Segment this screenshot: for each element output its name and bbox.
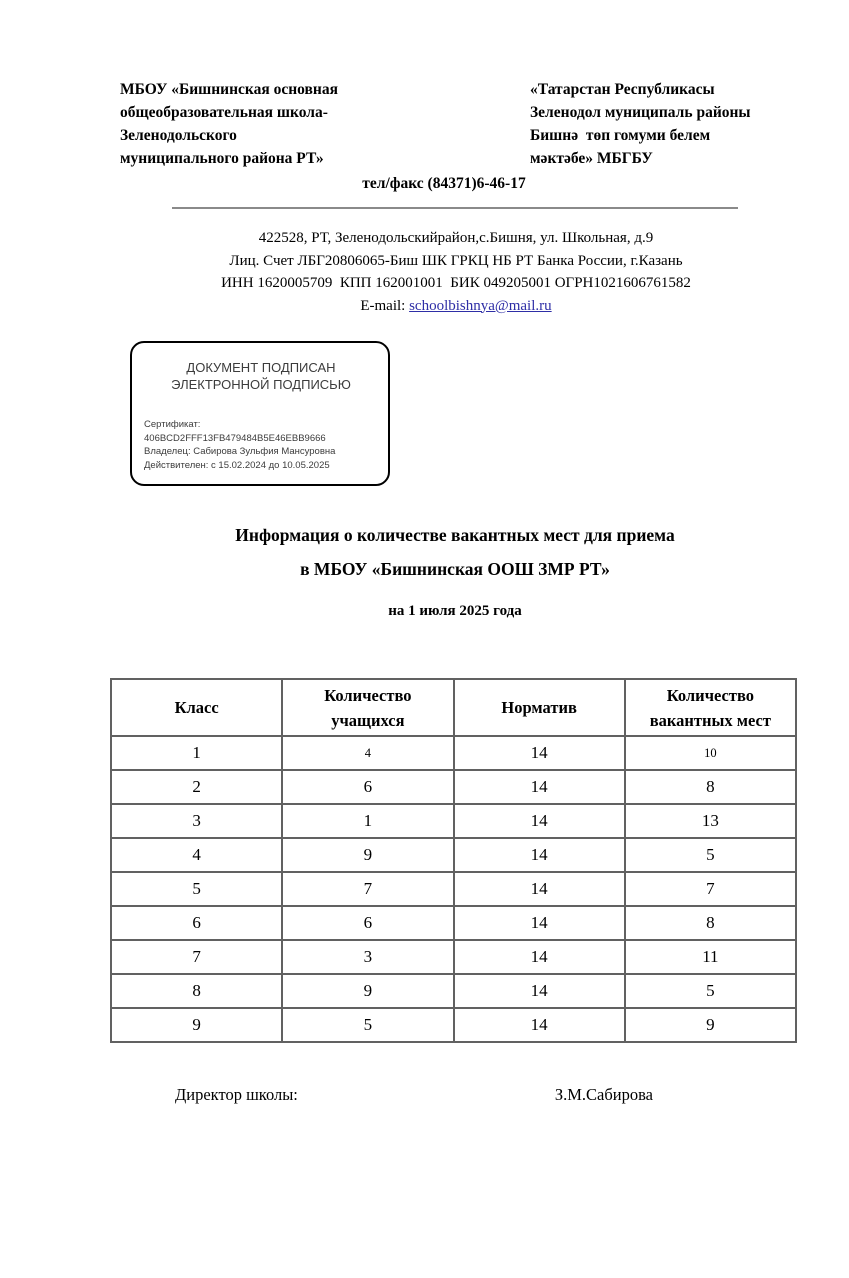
document-title: [115, 518, 795, 586]
table-cell: 4: [111, 838, 282, 872]
vacancy-table: [110, 678, 797, 1043]
table-row: [111, 872, 796, 906]
table-cell: 7: [282, 872, 453, 906]
org-name-russian: [120, 78, 530, 170]
phone-fax-line: тел/факс (84371)6-46-17: [362, 175, 526, 192]
table-cell: 8: [625, 770, 796, 804]
table-row: [111, 770, 796, 804]
director-label: Директор школы:: [175, 1085, 298, 1104]
email-label: E-mail:: [360, 297, 410, 314]
bank-account-line: Лиц. Счет ЛБГ20806065-Биш ШК ГРКЦ НБ РТ Банка России, г.Казань: [229, 252, 683, 269]
table-cell: 9: [282, 838, 453, 872]
table-cell: 14: [454, 906, 625, 940]
org-name-tatar: [530, 78, 768, 170]
table-cell: 8: [111, 974, 282, 1008]
horizontal-divider: [172, 207, 738, 209]
table-cell: 14: [454, 1008, 625, 1042]
column-header-class: Класс: [111, 679, 282, 736]
table-cell: 8: [625, 906, 796, 940]
address-line: 422528, РТ, Зеленодольскийрайон,с.Бишня, ул. Школьная, д.9: [258, 230, 654, 246]
column-header-vacant: Количество вакантных мест: [625, 679, 796, 736]
table-cell: 14: [454, 770, 625, 804]
column-header-norm: Норматив: [454, 679, 625, 736]
stamp-title-line: ДОКУМЕНТ ПОДПИСАН: [186, 360, 336, 375]
table-cell: 6: [282, 906, 453, 940]
org-line: общеобразовательная школа-: [120, 104, 328, 121]
table-row: [111, 838, 796, 872]
table-cell: 9: [111, 1008, 282, 1042]
table-cell: 5: [282, 1008, 453, 1042]
certificate-number: 406BCD2FFF13FB479484B5E46EBB9666: [144, 432, 326, 444]
document-date: на 1 июля 2025 года: [388, 603, 522, 619]
table-cell: 14: [454, 804, 625, 838]
table-cell: 10: [625, 736, 796, 770]
table-cell: 6: [111, 906, 282, 940]
certificate-label: Сертификат:: [144, 419, 201, 430]
table-cell: 13: [625, 804, 796, 838]
table-cell: 1: [111, 736, 282, 770]
email-link[interactable]: schoolbishnya@mail.ru: [409, 297, 552, 314]
table-cell: 5: [625, 974, 796, 1008]
table-row: [111, 736, 796, 770]
table-row: [111, 804, 796, 838]
table-cell: 11: [625, 940, 796, 974]
table-row: [111, 1008, 796, 1042]
document-title-line: в МБОУ «Бишнинская ООШ ЗМР РТ»: [300, 559, 610, 579]
table-header: [111, 679, 796, 736]
org-line: Бишнә төп гомуми белем: [530, 127, 711, 144]
table-cell: 7: [111, 940, 282, 974]
org-line: мәктәбе» МБГБУ: [530, 150, 653, 167]
table-row: [111, 906, 796, 940]
stamp-title-line: ЭЛЕКТРОННОЙ ПОДПИСЬЮ: [171, 377, 351, 392]
org-line: «Татарстан Республикасы: [530, 81, 715, 98]
table-cell: 5: [111, 872, 282, 906]
table-header-row: [111, 679, 796, 736]
table-cell: 6: [282, 770, 453, 804]
table-cell: 14: [454, 940, 625, 974]
table-row: [111, 974, 796, 1008]
table-cell: 14: [454, 838, 625, 872]
signature-block: [175, 1083, 653, 1107]
column-header-students: Количество учащихся: [282, 679, 453, 736]
certificate-owner: Владелец: Сабирова Зульфия Мансуровна: [144, 446, 336, 457]
registration-codes-line: ИНН 1620005709 КПП 162001001 БИК 049205001 ОГРН1021606761582: [221, 275, 691, 291]
table-body: [111, 736, 796, 1042]
table-cell: 14: [454, 872, 625, 906]
stamp-title: [144, 359, 378, 393]
document-page: [0, 78, 849, 1278]
org-line: МБОУ «Бишнинская основная: [120, 81, 338, 98]
table-cell: 9: [282, 974, 453, 1008]
table-cell: 1: [282, 804, 453, 838]
org-line: муниципального района РТ»: [120, 150, 324, 167]
table-cell: 14: [454, 736, 625, 770]
contacts-block: [118, 227, 794, 317]
table-cell: 9: [625, 1008, 796, 1042]
table-cell: 7: [625, 872, 796, 906]
org-line: Зеленодольского: [120, 127, 237, 144]
director-name: З.М.Сабирова: [554, 1085, 653, 1104]
table-cell: 4: [282, 736, 453, 770]
table-cell: 3: [111, 804, 282, 838]
table-cell: 2: [111, 770, 282, 804]
table-row: [111, 940, 796, 974]
org-line: Зеленодол муниципаль районы: [530, 104, 751, 121]
email-line: [118, 295, 794, 318]
table-cell: 5: [625, 838, 796, 872]
document-title-line: Информация о количестве вакантных мест для приема: [235, 525, 675, 545]
signature-stamp: [130, 341, 390, 486]
table-cell: 14: [454, 974, 625, 1008]
table-cell: 3: [282, 940, 453, 974]
certificate-validity: Действителен: с 15.02.2024 до 10.05.2025: [144, 459, 330, 471]
letterhead: [120, 78, 768, 170]
